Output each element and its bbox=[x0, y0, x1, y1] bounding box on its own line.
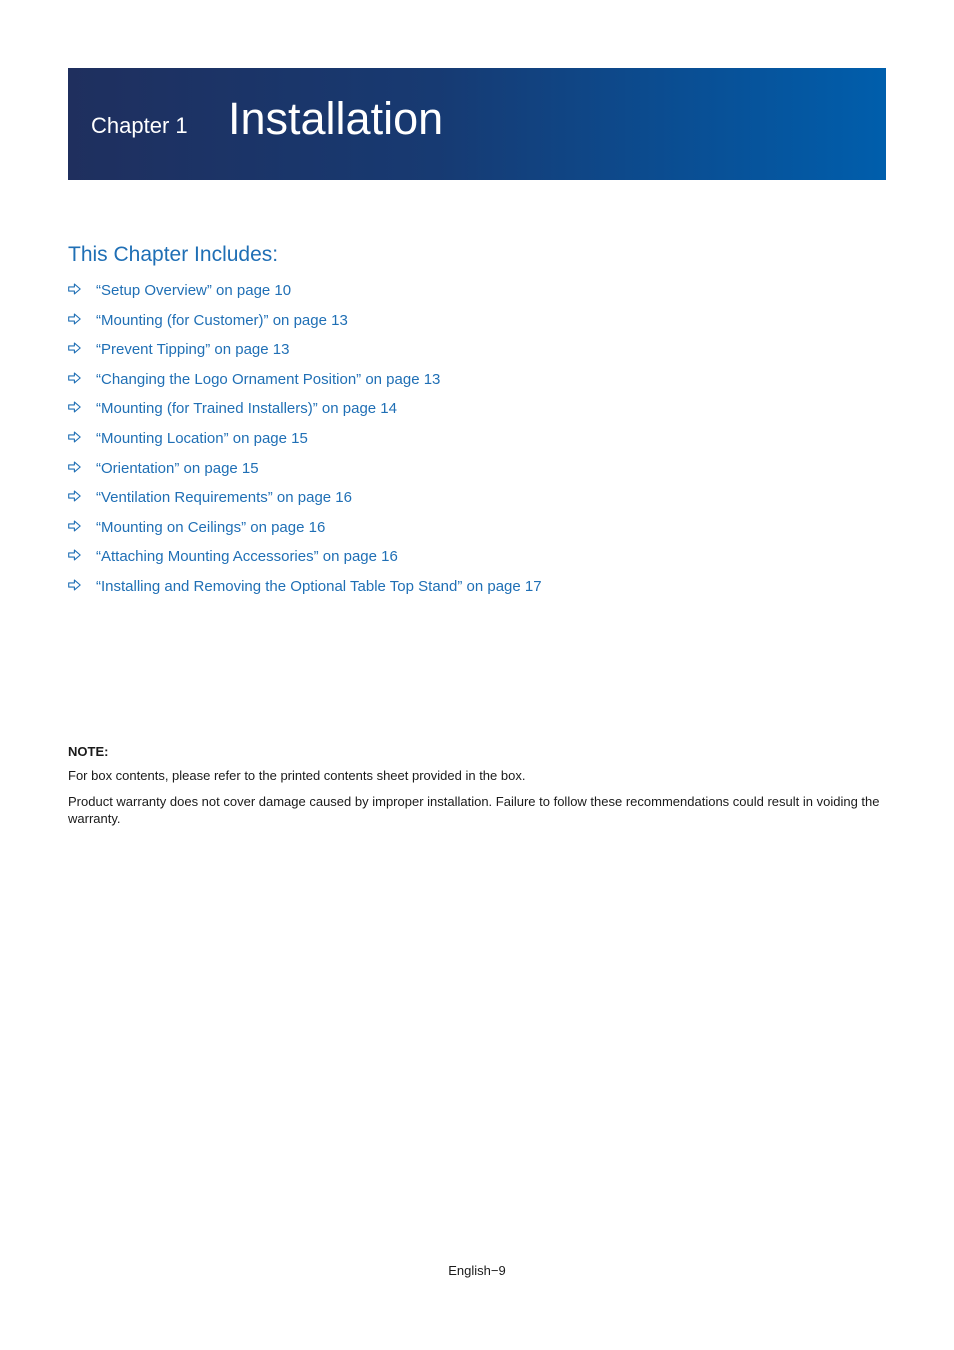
right-arrow-outline-icon bbox=[68, 281, 96, 295]
toc-item[interactable] bbox=[68, 399, 888, 429]
chapter-banner bbox=[68, 68, 886, 180]
toc-item[interactable] bbox=[68, 340, 888, 370]
toc-item[interactable] bbox=[68, 577, 888, 607]
right-arrow-outline-icon bbox=[68, 340, 96, 354]
toc-link[interactable]: “Changing the Logo Ornament Position” on page 13 bbox=[96, 370, 441, 388]
toc-link[interactable]: “Ventilation Requirements” on page 16 bbox=[96, 489, 352, 507]
chapter-label: Chapter 1 bbox=[91, 113, 188, 138]
toc-item[interactable] bbox=[68, 311, 888, 341]
right-arrow-outline-icon bbox=[68, 429, 96, 443]
toc-link[interactable]: “Mounting on Ceilings” on page 16 bbox=[96, 518, 326, 536]
toc-link[interactable]: “Prevent Tipping” on page 13 bbox=[96, 341, 290, 359]
chapter-includes-heading: This Chapter Includes: bbox=[68, 243, 279, 266]
note-label: NOTE: bbox=[68, 744, 109, 759]
page-number: English−9 bbox=[448, 1263, 506, 1278]
toc-item[interactable] bbox=[68, 370, 888, 400]
toc-item[interactable] bbox=[68, 281, 888, 311]
right-arrow-outline-icon bbox=[68, 370, 96, 384]
right-arrow-outline-icon bbox=[68, 399, 96, 413]
toc-item[interactable] bbox=[68, 429, 888, 459]
note-paragraph: For box contents, please refer to the printed contents sheet provided in the box. bbox=[68, 768, 526, 783]
note-paragraph: Product warranty does not cover damage caused by improper installation. Failure to follow these recommendations could result in voiding the warranty. bbox=[68, 794, 880, 826]
toc-item[interactable] bbox=[68, 547, 888, 577]
chapter-toc-list bbox=[68, 281, 888, 607]
toc-link[interactable]: “Installing and Removing the Optional Table Top Stand” on page 17 bbox=[96, 577, 542, 595]
toc-item[interactable] bbox=[68, 518, 888, 548]
note-block bbox=[68, 743, 886, 836]
toc-link[interactable]: “Setup Overview” on page 10 bbox=[96, 282, 292, 299]
toc-item[interactable] bbox=[68, 459, 888, 489]
toc-link[interactable]: “Mounting (for Customer)” on page 13 bbox=[96, 311, 348, 329]
right-arrow-outline-icon bbox=[68, 518, 96, 532]
toc-link[interactable]: “Mounting Location” on page 15 bbox=[96, 429, 308, 447]
toc-link[interactable]: “Orientation” on page 15 bbox=[96, 459, 259, 477]
right-arrow-outline-icon bbox=[68, 311, 96, 325]
toc-link[interactable]: “Attaching Mounting Accessories” on page 16 bbox=[96, 548, 398, 566]
right-arrow-outline-icon bbox=[68, 547, 96, 561]
right-arrow-outline-icon bbox=[68, 459, 96, 473]
toc-item[interactable] bbox=[68, 488, 888, 518]
right-arrow-outline-icon bbox=[68, 577, 96, 591]
chapter-title: Installation bbox=[228, 93, 444, 144]
toc-link[interactable]: “Mounting (for Trained Installers)” on page 14 bbox=[96, 400, 397, 418]
right-arrow-outline-icon bbox=[68, 488, 96, 502]
